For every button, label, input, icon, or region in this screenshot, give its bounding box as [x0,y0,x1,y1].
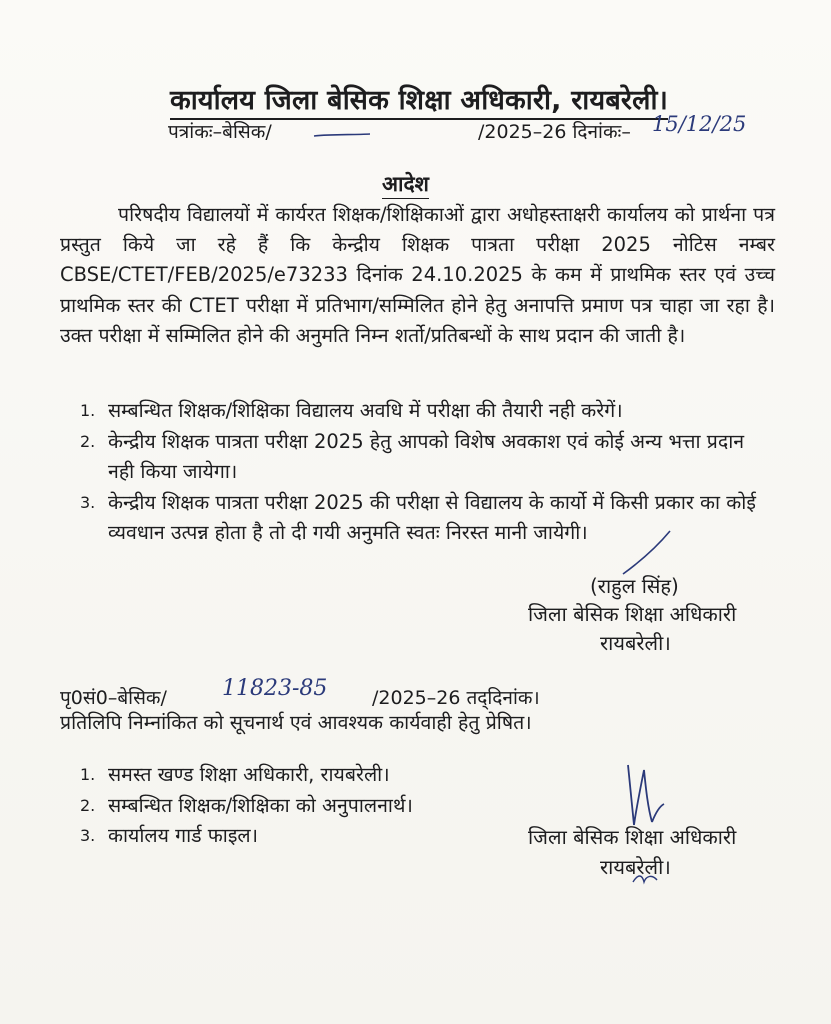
recipients-list [80,760,500,852]
condition-text: सम्बन्धित शिक्षक/शिक्षिका विद्यालय अवधि में परीक्षा की तैयारी नही करेगें। [108,399,623,422]
signatory-place: रायबरेली। [600,631,671,655]
condition-text: केन्द्रीय शिक्षक पात्रता परीक्षा 2025 हेतु आपको विशेष अवकाश एवं कोई अन्य भत्ता प्रदान नही किया जायेगा। [108,429,745,483]
signatory-designation: जिला बेसिक शिक्षा अधिकारी [528,602,737,626]
condition-number: 2. [80,431,96,451]
ref-date-handwritten: 15/12/25 [652,112,747,136]
recipient-text: कार्यालय गार्ड फाइल। [108,824,259,847]
copy-to-line: प्रतिलिपि निम्नांकित को सूचनार्थ एवं आवश्यक कार्यवाही हेतु प्रेषित। [60,711,532,734]
ref-blank-stroke [312,130,372,140]
ref-year: /2025–26 दिनांकः– [478,121,631,143]
condition-text: केन्द्रीय शिक्षक पात्रता परीक्षा 2025 की परीक्षा से विद्यालय के कार्यो में किसी प्रकार का कोई व्यवधान उत्पन्न होता है तो दी गयी अनुमति स्वतः निरस्त मानी जायेगी। [108,490,756,544]
recipient-number: 3. [80,826,96,845]
signature-stroke-1 [615,528,675,578]
condition-item [80,396,770,427]
recipient-text: सम्बन्धित शिक्षक/शिक्षिका को अनुपालनार्थ। [108,793,413,817]
recipient-item [80,760,500,791]
condition-item [80,427,770,488]
recipient-number: 1. [80,765,96,784]
ref-prefix: पत्रांकः–बेसिक/ [168,121,272,143]
order-paragraph [60,200,775,351]
signature-stroke-2 [618,760,668,830]
recipient-item [80,791,500,822]
condition-number: 1. [80,401,96,420]
order-heading: आदेश [382,170,429,199]
office-title: कार्यालय जिला बेसिक शिक्षा अधिकारी, रायबरेली। [170,80,668,120]
recipient-number: 2. [80,795,96,815]
endorsement-ref-prefix: पृ0सं0–बेसिक/ [60,687,167,709]
order-paragraph-text: परिषदीय विद्यालयों में कार्यरत शिक्षक/शिक्षिकाओं द्वारा अधोहस्ताक्षरी कार्यालय को प्रार्थना पत्र प्रस्तुत किये जा रहे हैं कि केन्द्रीय शिक्षक पात्रता परीक्षा 2025 नोटिस नम्बर CBSE/CTET/FEB/2025/e73233 दिनांक 24.10.2025 के कम में प्राथमिक स्तर एवं उच्च प्राथमिक स्तर की CTET परीक्षा में प्रतिभाग/सम्मिलित होने हेतु अनापत्ति प्रमाण पत्र चाहा जा रहा है। उक्त परीक्षा में सम्मिलित होने की अनुमति निम्न शर्तो/प्रतिबन्धों के साथ प्रदान की जाती है। [60,203,775,347]
recipient-text: समस्त खण्ड शिक्षा अधिकारी, रायबरेली। [108,763,390,786]
signatory-name: (राहुल सिंह) [590,574,679,598]
signatory-designation-2: जिला बेसिक शिक्षा अधिकारी [528,825,737,849]
signatory-place-2: रायबरेली। [600,855,671,879]
endorsement-ref-year: /2025–26 तद्‌दिनांक। [372,687,540,709]
recipient-item [80,821,500,852]
endorsement-ref-number: 11823-85 [222,676,328,701]
condition-number: 3. [80,492,96,512]
conditions-list [80,396,770,549]
